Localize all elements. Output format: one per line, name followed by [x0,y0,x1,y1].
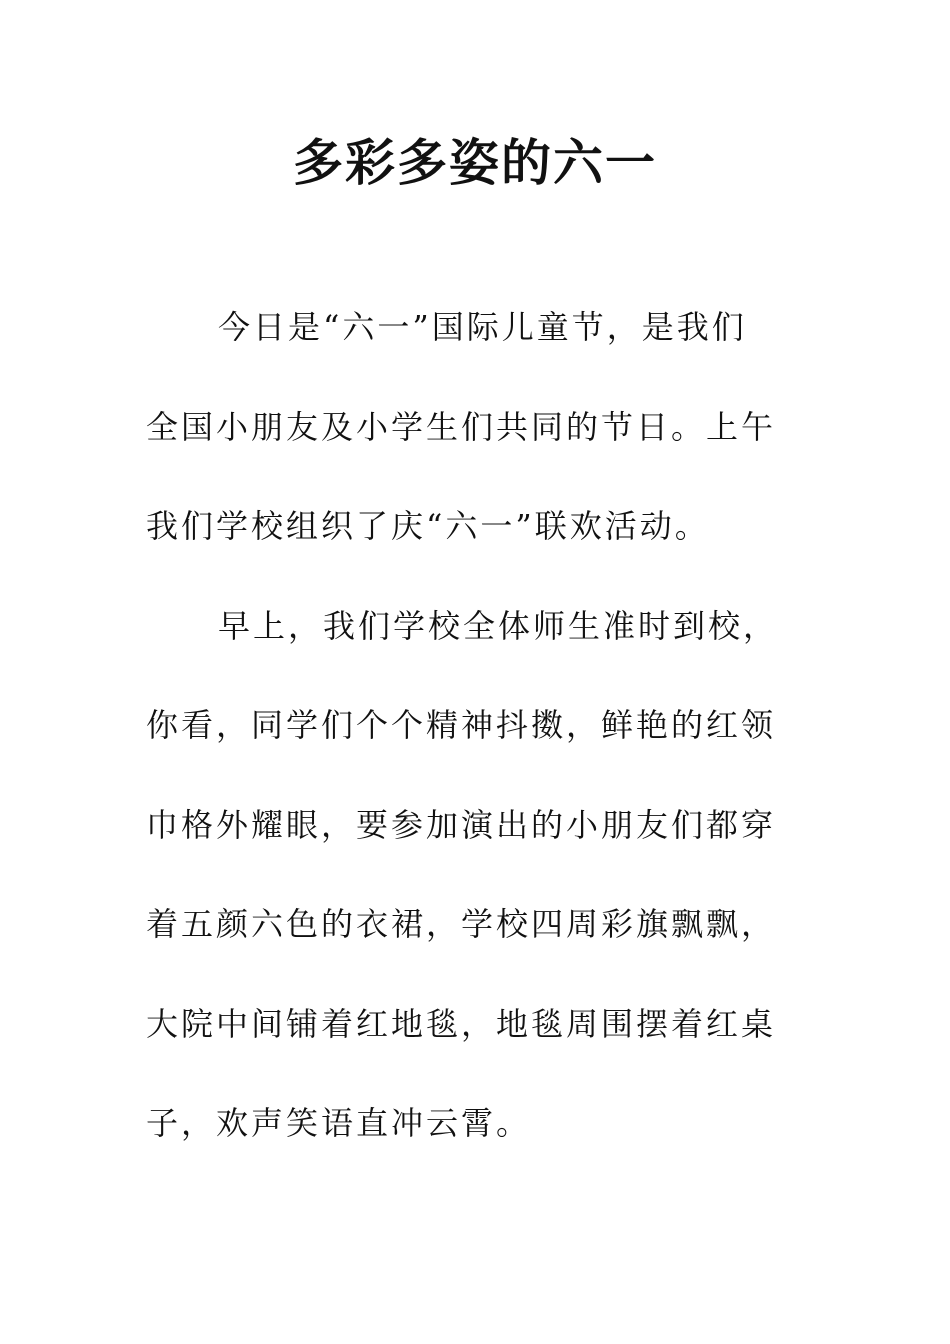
paragraph-line: 子，欢声笑语直冲云霄。 [146,1104,532,1142]
paragraph-2 [146,595,806,1192]
paragraph-line: 早上，我们学校全体师生准时到校， [218,606,779,645]
paragraph-line: 着五颜六色的衣裙，学校四周彩旗飘飘， [146,905,777,943]
paragraph-line: 我们学校组织了庆“六一”联欢活动。 [146,507,710,545]
paragraph-line: 全国小朋友及小学生们共同的节日。上午 [146,407,777,446]
paragraph-line: 你看，同学们个个精神抖擞，鲜艳的红领 [146,706,777,744]
paragraph-line: 巾格外耀眼，要参加演出的小朋友们都穿 [146,805,777,844]
paragraph-line: 今日是“六一”国际儿童节，是我们 [218,308,747,346]
document-title: 多彩多姿的六一 [293,134,657,192]
paragraph-line: 大院中间铺着红地毯，地毯周围摆着红桌 [146,1004,777,1043]
document-body [146,296,806,1192]
paragraph-1 [146,296,806,595]
